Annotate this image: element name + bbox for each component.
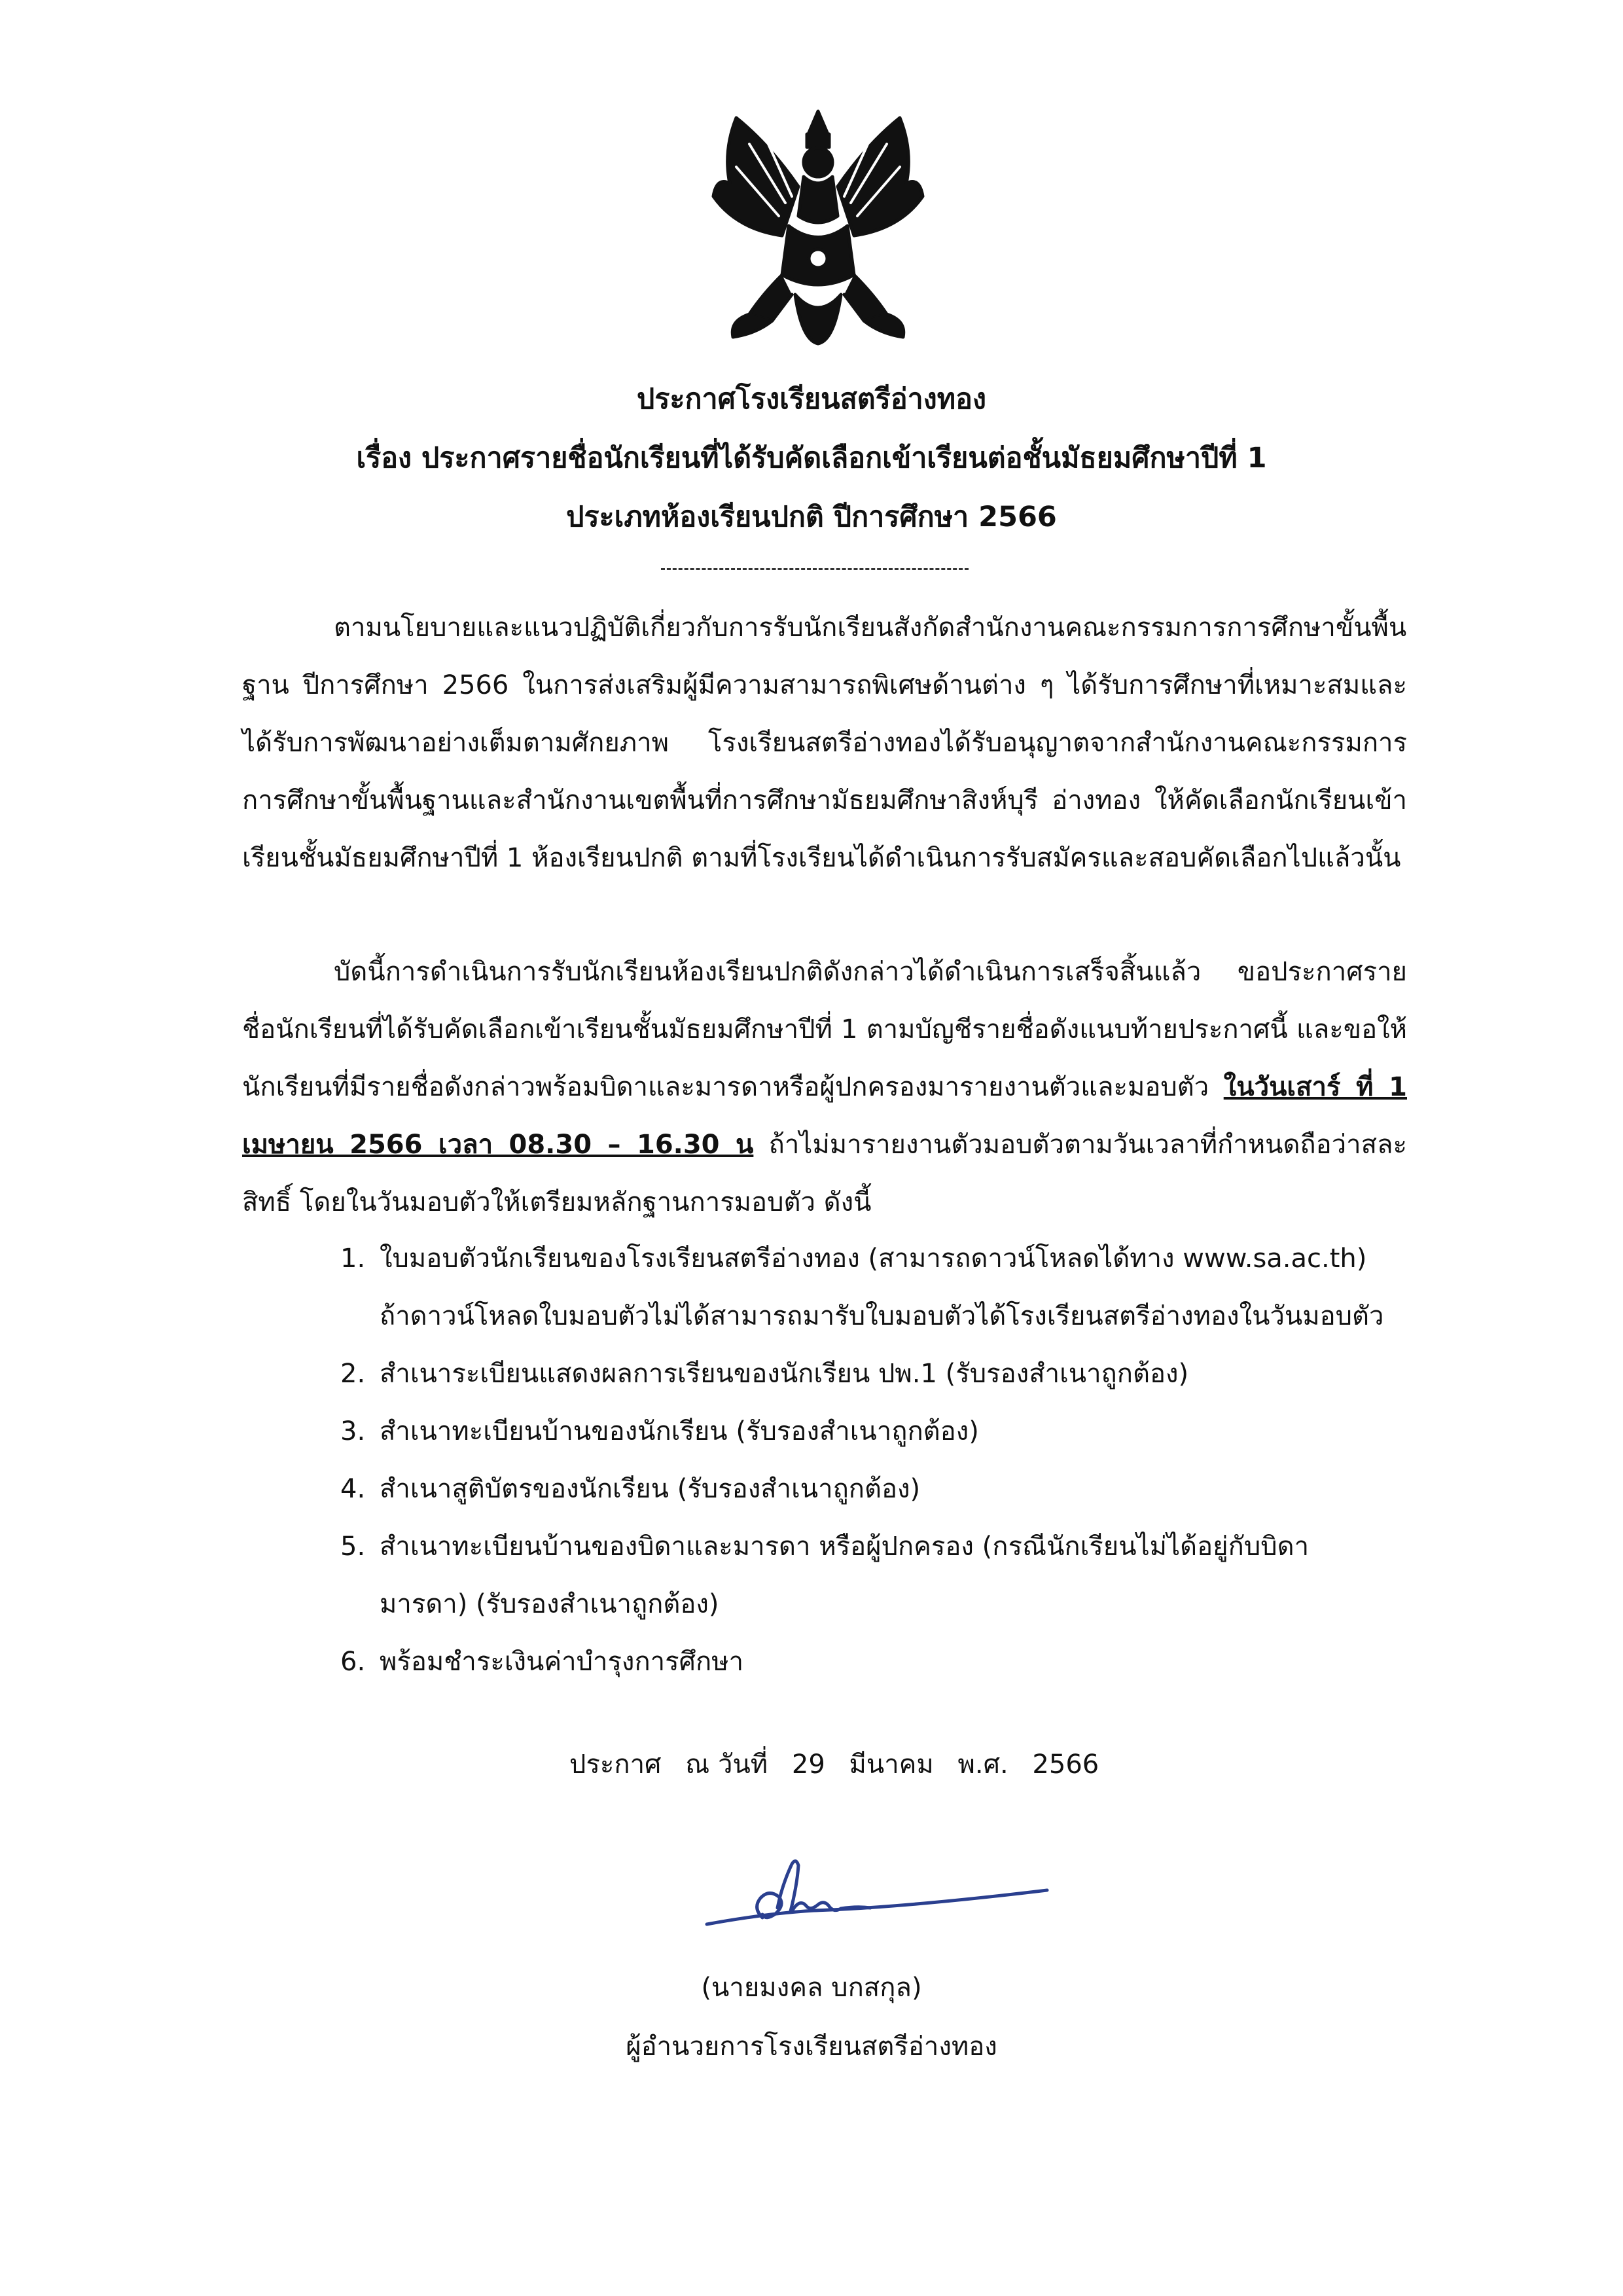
- announcement-heading: ประกาศโรงเรียนสตรีอ่างทอง: [637, 383, 986, 416]
- required-documents-list: [340, 1230, 1453, 1691]
- list-item: 1. ใบมอบตัวนักเรียนของโรงเรียนสตรีอ่างทอง (สามารถดาวน์โหลดได้ทาง www.sa.ac.th) ถ้าดาวน์โหลดใบมอบตัวไม่ได้สามารถมารับใบมอบตัวได้โรงเรียนสตรีอ่างทองในวันมอบตัว: [340, 1244, 1384, 1331]
- list-item: 3. สำเนาทะเบียนบ้านของนักเรียน (รับรองสำเนาถูกต้อง): [340, 1416, 979, 1446]
- paragraph-2-text: บัดนี้การดำเนินการรับนักเรียนห้องเรียนปกติดังกล่าวได้ดำเนินการเสร็จสิ้นแล้ว ขอประกาศรายชื่อนักเรียนที่ได้รับคัดเลือกเข้าเรียนชั้นมัธยมศึกษาปีที่ 1 ตามบัญชีรายชื่อดังแนบท้ายประกาศนี้ และขอให้นักเรียนที่มีรายชื่อดังกล่าวพร้อมบิดาและมารดาหรือผู้ปกครองมารายงานตัวและมอบตัว: [242, 957, 1407, 1102]
- paragraph-1-text: ตามนโยบายและแนวปฏิบัติเกี่ยวกับการรับนักเรียนสังกัดสำนักงานคณะกรรมการการศึกษาขั้นพื้นฐาน ปีการศึกษา 2566 ในการส่งเสริมผู้มีความสามารถพิเศษด้านต่าง ๆ ได้รับการศึกษาที่เหมาะสมและได้รับการพัฒนาอย่างเต็มตามศักยภาพ โรงเรียนสตรีอ่างทองได้รับอนุญาตจากสำนักงานคณะกรรมการการศึกษาขั้นพื้นฐานและสำนักงานเขตพื้นที่การศึกษามัธยมศึกษาสิงห์บุรี อ่างทอง ให้คัดเลือกนักเรียนเข้าเรียนชั้นมัธยมศึกษาปีที่ 1 ห้องเรียนปกติ ตามที่โรงเรียนได้ดำเนินการรับสมัครและสอบคัดเลือกไปแล้วนั้น: [242, 613, 1407, 873]
- signature-image: [700, 1846, 1054, 1937]
- reporting-date: ในวันเสาร์ ที่ 1 เมษายน 2566 เวลา 08.30 – 16.30 น: [242, 1072, 1407, 1160]
- announcement-subject: เรื่อง ประกาศรายชื่อนักเรียนที่ได้รับคัดเลือกเข้าเรียนต่อชั้นมัธยมศึกษาปีที่ 1: [356, 442, 1267, 475]
- announcement-date: ประกาศ ณ วันที่ 29 มีนาคม พ.ศ. 2566: [569, 1749, 1099, 1780]
- divider: [661, 568, 969, 570]
- signer-name: (นายมงคล บกสกุล): [701, 1973, 922, 2003]
- list-item: 4. สำเนาสูติบัตรของนักเรียน (รับรองสำเนาถูกต้อง): [340, 1474, 921, 1504]
- list-item: 2. สำเนาระเบียนแสดงผลการเรียนของนักเรียน ปพ.1 (รับรองสำเนาถูกต้อง): [340, 1359, 1189, 1389]
- garuda-emblem-icon: [710, 105, 926, 353]
- list-item: 6. พร้อมชำระเงินค่าบำรุงการศึกษา: [340, 1647, 744, 1677]
- paragraph-1: [242, 599, 1407, 887]
- paragraph-2: [242, 943, 1407, 1231]
- list-item: 5. สำเนาทะเบียนบ้านของบิดาและมารดา หรือผู้ปกครอง (กรณีนักเรียนไม่ได้อยู่กับบิดา มารดา) (รับรองสำเนาถูกต้อง): [340, 1532, 1310, 1619]
- signer-position: ผู้อำนวยการโรงเรียนสตรีอ่างทอง: [626, 2032, 997, 2062]
- announcement-category: ประเภทห้องเรียนปกติ ปีการศึกษา 2566: [566, 501, 1057, 533]
- paragraph-2-text-end: ถ้าไม่มารายงานตัวมอบตัวตามวันเวลาที่กำหนดถือว่าสละสิทธิ์ โดยในวันมอบตัวให้เตรียมหลักฐานการมอบตัว ดังนี้: [242, 1130, 1408, 1217]
